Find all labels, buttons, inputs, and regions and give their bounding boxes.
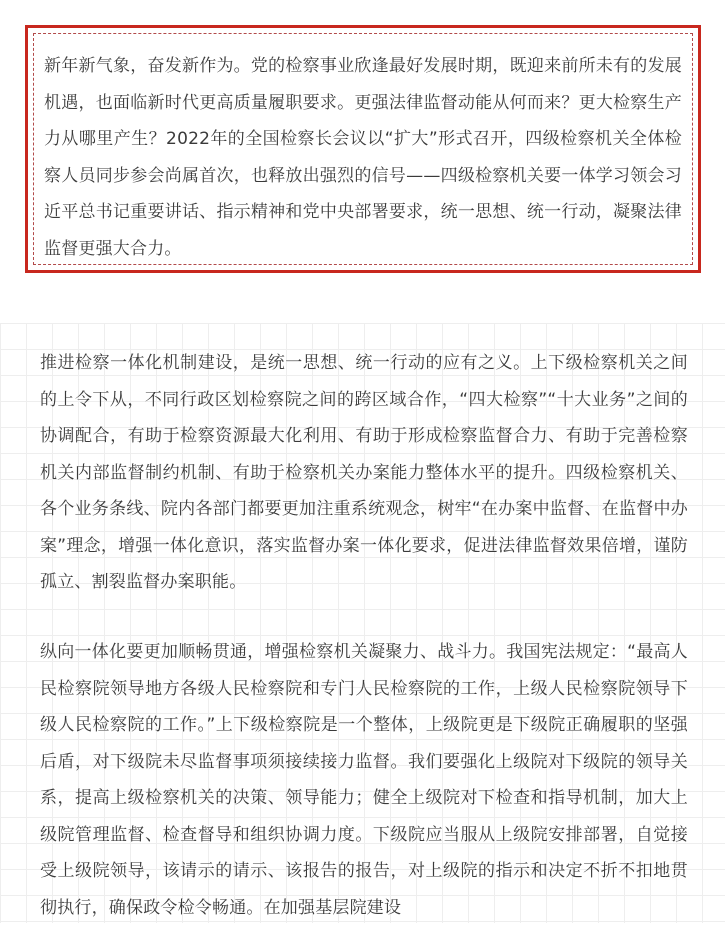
body-paragraph-2: 纵向一体化要更加顺畅贯通，增强检察机关凝聚力、战斗力。我国宪法规定：“最高人民检察院领导地方各级人民检察院和专门人民检察院的工作，上级人民检察院领导下级人民检察院的工作。”上下级检察院是一个整体，上级院更是下级院正确履职的坚强后盾，对下级院未尽监督事项须接续接力监督。我们要强化上级院对下级院的领导关系，提高上级检察机关的决策、领导能力；健全上级院对下检查和指导机制，加大上级院管理监督、检查督导和组织协调力度。下级院应当服从上级院安排部署，自觉接受上级院领导，该请示的请示、该报告的报告，对上级院的指示和决定不折不扣地贯彻执行，确保政令检令畅通。在加强基层院建设 [40,642,688,918]
intro-inner-border [33,33,693,265]
body-paragraph-1: 推进检察一体化机制建设，是统一思想、统一行动的应有之义。上下级检察机关之间的上令下从，不同行政区划检察院之间的跨区域合作，“四大检察”“十大业务”之间的协调配合，有助于检察资源最大化利用、有助于形成检察监督合力、有助于完善检察机关内部监督制约机制、有助于检察机关办案能力整体水平的提升。四级检察机关、各个业务条线、院内各部门都要更加注重系统观念，树牢“在办案中监督、在监督中办案”理念，增强一体化意识，落实监督办案一体化要求，促进法律监督效果倍增，谨防孤立、割裂监督办案职能。 [40,353,688,592]
intro-box [25,25,701,273]
intro-paragraph: 新年新气象，奋发新作为。党的检察事业欣逢最好发展时期，既迎来前所未有的发展机遇，也面临新时代更高质量履职要求。更强法律监督动能从何而来？更大检察生产力从哪里产生？2022年的全国检察长会议以“扩大”形式召开，四级检察机关全体检察人员同步参会尚属首次，也释放出强烈的信号——四级检察机关要一体学习领会习近平总书记重要讲话、指示精神和党中央部署要求，统一思想、统一行动，凝聚法律监督更强大合力。 [44,56,682,259]
